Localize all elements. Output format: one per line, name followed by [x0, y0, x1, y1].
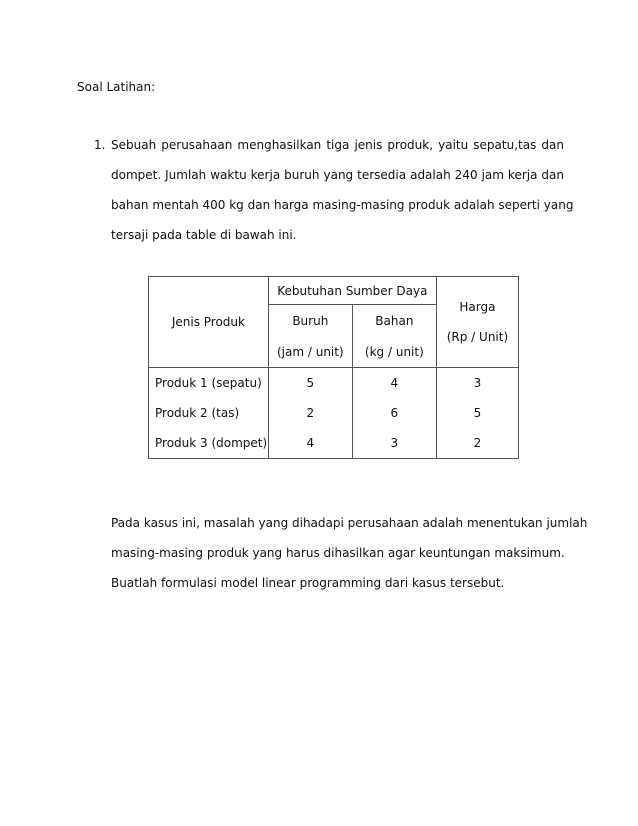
- header-bahan-unit: (kg / unit): [352, 337, 436, 368]
- cell-bahan: 3: [352, 428, 436, 459]
- header-kebutuhan: Kebutuhan Sumber Daya: [268, 277, 436, 305]
- header-harga-unit: (Rp / Unit): [446, 330, 509, 344]
- intro-line: dompet. Jumlah waktu kerja buruh yang tersedia adalah 240 jam kerja dan: [111, 168, 564, 182]
- cell-produk: Produk 2 (tas): [149, 398, 269, 428]
- header-buruh-unit: (jam / unit): [268, 337, 352, 368]
- question-closing: [111, 508, 588, 598]
- page-heading: Soal Latihan:: [77, 80, 156, 94]
- cell-bahan: 6: [352, 398, 436, 428]
- closing-line: masing-masing produk yang harus dihasilkan agar keuntungan maksimum.: [111, 546, 565, 560]
- cell-bahan: 4: [352, 368, 436, 399]
- cell-harga: 5: [436, 398, 518, 428]
- question-intro: [111, 130, 574, 250]
- closing-line: Pada kasus ini, masalah yang dihadapi perusahaan adalah menentukan jumlah: [111, 516, 588, 530]
- intro-line: bahan mentah 400 kg dan harga masing-masing produk adalah seperti yang: [111, 198, 574, 212]
- cell-buruh: 4: [268, 428, 352, 459]
- question-number: 1.: [94, 138, 106, 152]
- cell-harga: 2: [436, 428, 518, 459]
- cell-buruh: 2: [268, 398, 352, 428]
- header-harga-label: Harga: [459, 300, 496, 314]
- closing-line: Buatlah formulasi model linear programming dari kasus tersebut.: [111, 576, 505, 590]
- cell-produk: Produk 1 (sepatu): [149, 368, 269, 399]
- header-bahan: Bahan: [352, 305, 436, 338]
- header-buruh: Buruh: [268, 305, 352, 338]
- intro-line: tersaji pada table di bawah ini.: [111, 228, 297, 242]
- cell-buruh: 5: [268, 368, 352, 399]
- cell-harga: 3: [436, 368, 518, 399]
- header-jenis-produk: Jenis Produk: [149, 277, 269, 368]
- cell-produk: Produk 3 (dompet): [149, 428, 269, 459]
- intro-line: Sebuah perusahaan menghasilkan tiga jenis produk, yaitu sepatu,tas dan: [111, 138, 564, 152]
- resource-table: [148, 276, 519, 459]
- header-harga: [436, 277, 518, 368]
